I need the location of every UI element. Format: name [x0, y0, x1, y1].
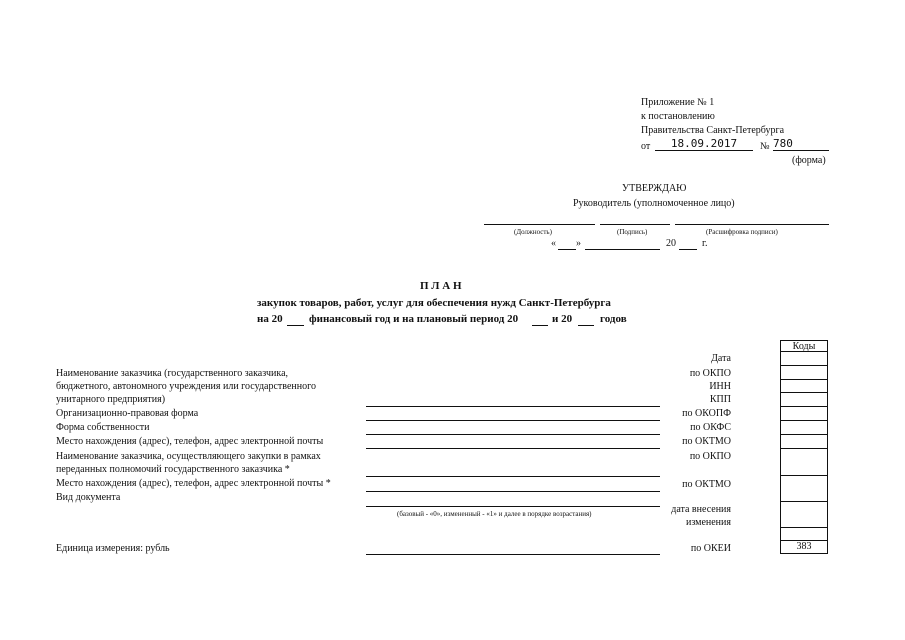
code-label: по ОКФС — [690, 422, 731, 433]
approval-subtitle: Руководитель (уполномоченное лицо) — [573, 198, 735, 209]
fill-line[interactable] — [366, 434, 660, 435]
fill-line[interactable] — [366, 476, 660, 477]
approval-date-close-quote: » — [576, 238, 581, 249]
code-label: по ОКОПФ — [682, 408, 731, 419]
field-label: Форма собственности — [56, 422, 150, 433]
decoding-caption: (Расшифровка подписи) — [706, 228, 778, 236]
code-label: по ОКПО — [689, 368, 731, 379]
fill-line[interactable] — [366, 506, 660, 507]
code-cell-okfs[interactable] — [780, 421, 828, 435]
code-cell-kpp[interactable] — [780, 393, 828, 407]
field-label: Вид документа — [56, 492, 121, 503]
position-line — [484, 224, 595, 225]
plan-year-line-2 — [532, 325, 548, 326]
plan-subtitle-part-c: и 20 — [552, 313, 573, 325]
appendix-date: 18.09.2017 — [655, 138, 753, 151]
appendix-line-3: Правительства Санкт-Петербурга — [641, 125, 785, 136]
field-label: унитарного предприятия) — [56, 394, 166, 405]
codes-table — [780, 340, 828, 554]
plan-title: П Л А Н — [420, 280, 462, 292]
codes-header: Коды — [780, 340, 828, 352]
code-label: по ОКТМО — [682, 436, 731, 447]
plan-subtitle-part-a: на 20 — [257, 313, 283, 325]
plan-year-line-1 — [287, 325, 304, 326]
code-cell-change-date[interactable] — [780, 502, 828, 528]
fill-line[interactable] — [366, 420, 660, 421]
fill-line[interactable] — [366, 406, 660, 407]
appendix-date-prefix: от — [641, 141, 651, 152]
plan-subtitle-part-b: финансовый год и на плановый период 20 — [309, 313, 519, 325]
plan-subtitle-part-d: годов — [600, 313, 627, 325]
decoding-line — [675, 224, 829, 225]
code-cell-okopf[interactable] — [780, 407, 828, 421]
approval-year-line — [679, 249, 697, 250]
appendix-number-prefix: № — [760, 141, 770, 152]
approval-title: УТВЕРЖДАЮ — [622, 183, 687, 194]
code-label: дата внесения — [671, 504, 731, 515]
field-label: бюджетного, автономного учреждения или государственного — [56, 381, 316, 392]
code-label: изменения — [685, 517, 731, 528]
code-cell-date[interactable] — [780, 352, 828, 366]
plan-subtitle-line-1: закупок товаров, работ, услуг для обеспечения нужд Санкт-Петербурга — [257, 297, 611, 309]
code-label: по ОКЕИ — [690, 543, 731, 554]
field-label: Единица измерения: рубль — [56, 543, 170, 554]
code-label: по ОКТМО — [682, 479, 731, 490]
field-label: Наименование заказчика, осуществляющего закупки в рамках — [56, 451, 321, 462]
field-label: Место нахождения (адрес), телефон, адрес электронной почты — [56, 436, 324, 447]
signature-line — [600, 224, 670, 225]
approval-date-open-quote: « — [551, 238, 556, 249]
code-cell-okpo-2[interactable] — [780, 449, 828, 476]
doc-type-caption: (базовый - «0», измененный - «1» и далее в порядке возрастания) — [397, 510, 592, 518]
appendix-number: 780 — [773, 138, 829, 151]
field-label: переданных полномочий государственного заказчика * — [56, 464, 290, 475]
approval-year-suffix: г. — [702, 238, 708, 249]
field-label: Организационно-правовая форма — [56, 408, 199, 419]
field-label: Наименование заказчика (государственного заказчика, — [56, 368, 289, 379]
approval-year-prefix: 20 — [666, 238, 676, 249]
plan-year-line-3 — [578, 325, 594, 326]
fill-line[interactable] — [366, 491, 660, 492]
field-label: Место нахождения (адрес), телефон, адрес электронной почты * — [56, 478, 331, 489]
signature-caption: (Подпись) — [617, 228, 648, 236]
code-cell-okpo[interactable] — [780, 366, 828, 380]
code-cell-gap — [780, 528, 828, 540]
code-cell-inn[interactable] — [780, 380, 828, 393]
code-cell-okei[interactable]: 383 — [780, 540, 828, 554]
approval-day-line — [558, 249, 576, 250]
code-label: по ОКПО — [689, 451, 731, 462]
fill-line[interactable] — [366, 554, 660, 555]
code-label: КПП — [709, 394, 731, 405]
position-caption: (Должность) — [514, 228, 552, 236]
code-label: ИНН — [709, 381, 731, 392]
approval-month-line — [585, 249, 660, 250]
appendix-line-2: к постановлению — [641, 111, 715, 122]
code-label: Дата — [711, 353, 731, 364]
code-cell-oktmo-2[interactable] — [780, 476, 828, 502]
code-cell-oktmo[interactable] — [780, 435, 828, 449]
appendix-line-1: Приложение № 1 — [641, 97, 715, 108]
fill-line[interactable] — [366, 448, 660, 449]
form-label: (форма) — [792, 155, 826, 166]
